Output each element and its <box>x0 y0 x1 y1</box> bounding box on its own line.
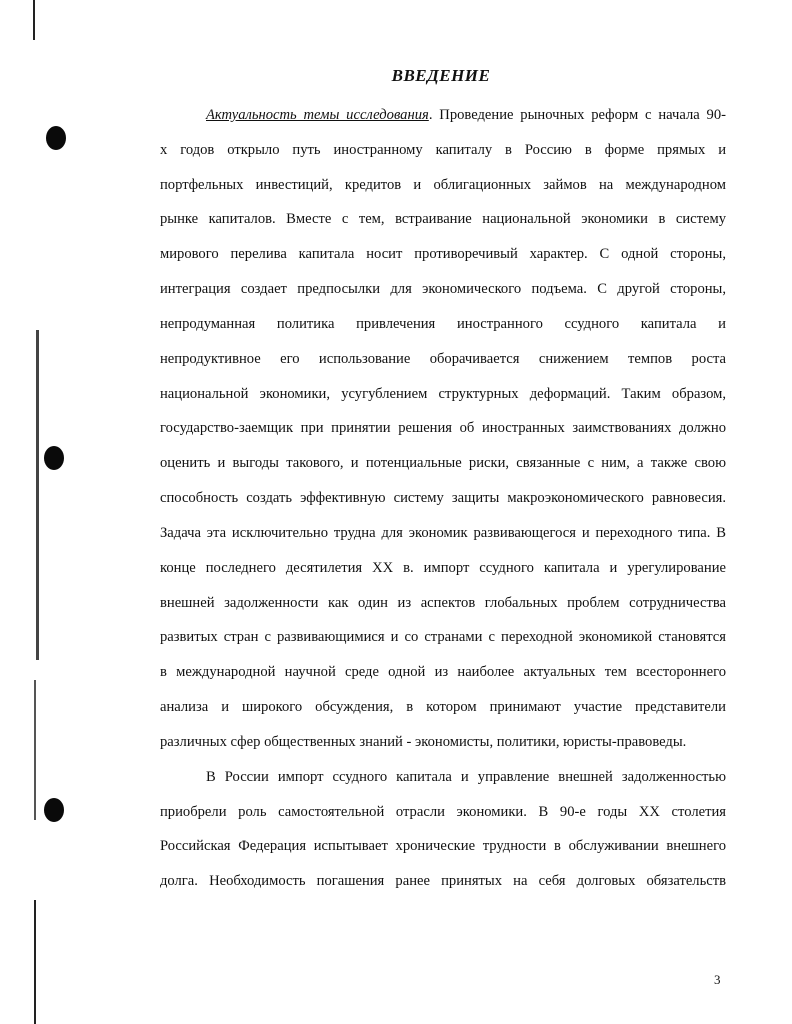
scan-edge-line <box>36 330 39 660</box>
section-label: Актуальность темы исследования <box>206 107 429 123</box>
punch-hole <box>46 126 66 150</box>
paragraph-line: Российская Федерация испытывает хронические трудности в обслуживании внешнего <box>160 838 726 854</box>
paragraph-line: внешней задолженности как один из аспектов глобальных проблем сотрудничества <box>160 595 726 611</box>
paragraph-line: долга. Необходимость погашения ранее принятых на себя долговых обязательств <box>160 873 726 889</box>
paragraph-line: оценить и выгоды такового, и потенциальные риски, связанные с ним, а также свою <box>160 455 726 471</box>
paragraph-line: различных сфер общественных знаний - экономисты, политики, юристы-правоведы. <box>160 734 687 750</box>
paragraph-line: рынке капиталов. Вместе с тем, встраивание национальной экономики в систему <box>160 211 726 227</box>
paragraph-line: непродуманная политика привлечения иностранного ссудного капитала и <box>160 316 726 332</box>
scan-edge-line <box>34 680 36 820</box>
page-number: 3 <box>714 972 721 987</box>
paragraph-line: государство-заемщик при принятии решения об иностранных заимствованиях должно <box>160 420 726 436</box>
paragraph-line <box>206 106 726 124</box>
page-title: ВВЕДЕНИЕ <box>391 66 491 85</box>
paragraph-line: непродуктивное его использование оборачивается снижением темпов роста <box>160 351 726 367</box>
paragraph-line: интеграция создает предпосылки для экономического подъема. С другой стороны, <box>160 281 726 297</box>
paragraph-text: . Проведение рыночных реформ с начала 90- <box>428 107 726 123</box>
scan-edge-line <box>33 0 35 40</box>
punch-hole <box>44 446 64 470</box>
paragraph-line: конце последнего десятилетия XX в. импорт ссудного капитала и урегулирование <box>160 560 726 576</box>
paragraph-line: мирового перелива капитала носит противоречивый характер. С одной стороны, <box>160 246 726 262</box>
paragraph-line: В России импорт ссудного капитала и управление внешней задолженностью <box>206 769 726 785</box>
punch-hole <box>44 798 64 822</box>
paragraph-line: анализа и широкого обсуждения, в котором принимают участие представители <box>160 699 726 715</box>
scan-edge-line <box>34 900 36 1024</box>
paragraph-line: в международной научной среде одной из наиболее актуальных тем всестороннего <box>160 664 726 680</box>
paragraph-line: развитых стран с развивающимися и со странами с переходной экономикой становятся <box>160 629 726 645</box>
paragraph-line: национальной экономики, усугублением структурных деформаций. Таким образом, <box>160 386 726 402</box>
paragraph-line: приобрели роль самостоятельной отрасли экономики. В 90-е годы XX столетия <box>160 804 726 820</box>
paragraph-line: способность создать эффективную систему защиты макроэкономического равновесия. <box>160 490 726 506</box>
paragraph-line: портфельных инвестиций, кредитов и облигационных займов на международном <box>160 177 726 193</box>
paragraph-line: х годов открыло путь иностранному капиталу в Россию в форме прямых и <box>160 142 726 158</box>
paragraph-line: Задача эта исключительно трудна для экономик развивающегося и переходного типа. В <box>160 525 726 541</box>
